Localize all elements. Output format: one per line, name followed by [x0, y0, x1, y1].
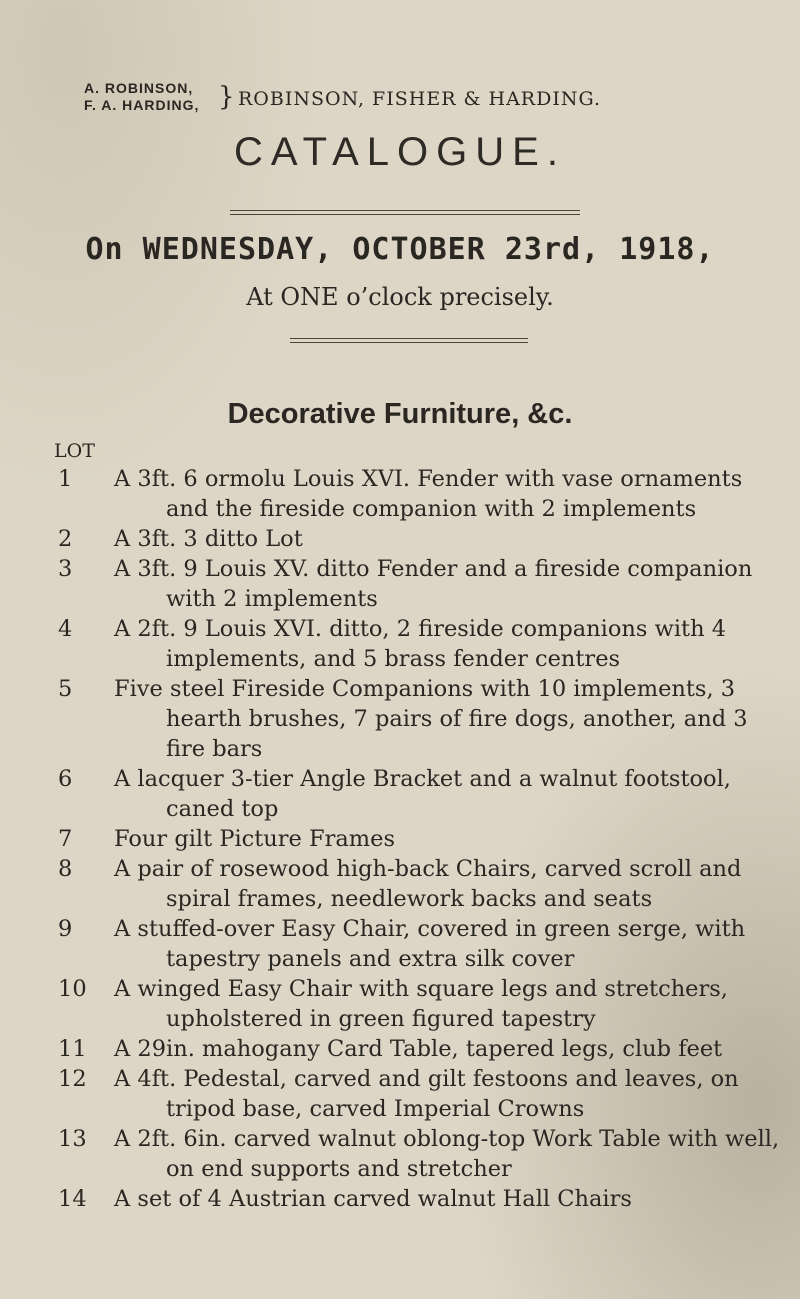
- sale-time: At ONE o’clock precisely.: [246, 283, 554, 311]
- lot-number: 14: [58, 1186, 87, 1212]
- lot-number: 4: [58, 616, 73, 642]
- catalogue-title: CATALOGUE.: [234, 130, 566, 174]
- firm-partner-2: F. A. HARDING,: [84, 97, 200, 113]
- lot-description: A 4ft. Pedestal, carved and gilt festoons and leaves, on tripod base, carved Imperial Crowns: [114, 1066, 739, 1122]
- lot-number: 9: [58, 916, 73, 942]
- lot-description: A winged Easy Chair with square legs and stretchers, upholstered in green figured tapestry: [114, 976, 728, 1032]
- lot-item: [58, 614, 788, 674]
- lot-item: [58, 824, 788, 854]
- lot-list: [58, 464, 788, 1214]
- lot-description: A set of 4 Austrian carved walnut Hall Chairs: [114, 1186, 632, 1212]
- lot-item: [58, 1184, 788, 1214]
- lot-description: A 3ft. 9 Louis XV. ditto Fender and a fireside companion with 2 implements: [114, 556, 753, 612]
- lot-description: Four gilt Picture Frames: [114, 826, 395, 852]
- lot-item: [58, 1034, 788, 1064]
- lot-description: A stuffed-over Easy Chair, covered in green serge, with tapestry panels and extra silk cover: [114, 916, 746, 972]
- lot-number: 3: [58, 556, 73, 582]
- divider-rule: [230, 210, 580, 215]
- lot-item: [58, 1124, 788, 1184]
- lot-number: 1: [58, 466, 73, 492]
- lot-number: 12: [58, 1066, 87, 1092]
- lot-description: A pair of rosewood high-back Chairs, carved scroll and spiral frames, needlework backs and seats: [114, 856, 742, 912]
- brace-glyph: }: [218, 82, 235, 112]
- lot-number: 2: [58, 526, 73, 552]
- lot-description: A 2ft. 6in. carved walnut oblong-top Work Table with well, on end supports and stretcher: [114, 1126, 780, 1182]
- lot-number: 6: [58, 766, 73, 792]
- lot-description: A lacquer 3-tier Angle Bracket and a walnut footstool, caned top: [114, 766, 731, 822]
- lot-number: 8: [58, 856, 73, 882]
- lot-description: Five steel Fireside Companions with 10 implements, 3 hearth brushes, 7 pairs of fire dogs, another, and 3 fire bars: [114, 676, 748, 762]
- lot-item: [58, 464, 788, 524]
- divider-rule: [290, 338, 528, 343]
- lot-item: [58, 1064, 788, 1124]
- lot-item: [58, 974, 788, 1034]
- lot-number: 11: [58, 1036, 87, 1062]
- lot-item: [58, 674, 788, 764]
- firm-name: ROBINSON, FISHER & HARDING.: [238, 88, 601, 110]
- firm-partners: [84, 80, 199, 114]
- lot-item: [58, 524, 788, 554]
- section-heading: Decorative Furniture, &c.: [227, 398, 573, 430]
- lot-description: A 3ft. 6 ormolu Louis XVI. Fender with vase ornaments and the fireside companion with 2 implements: [114, 466, 743, 522]
- lot-number: 7: [58, 826, 73, 852]
- lot-description: A 2ft. 9 Louis XVI. ditto, 2 fireside companions with 4 implements, and 5 brass fender centres: [114, 616, 727, 672]
- firm-partner-1: A. ROBINSON,: [84, 80, 194, 96]
- lot-column-label: LOT: [54, 440, 95, 462]
- lot-description: A 3ft. 3 ditto Lot: [114, 526, 303, 552]
- lot-item: [58, 554, 788, 614]
- lot-number: 13: [58, 1126, 87, 1152]
- lot-number: 10: [58, 976, 87, 1002]
- lot-item: [58, 914, 788, 974]
- lot-description: A 29in. mahogany Card Table, tapered legs, club feet: [114, 1036, 723, 1062]
- lot-item: [58, 764, 788, 824]
- lot-number: 5: [58, 676, 73, 702]
- lot-item: [58, 854, 788, 914]
- sale-date: On WEDNESDAY, OCTOBER 23rd, 1918,: [85, 232, 715, 267]
